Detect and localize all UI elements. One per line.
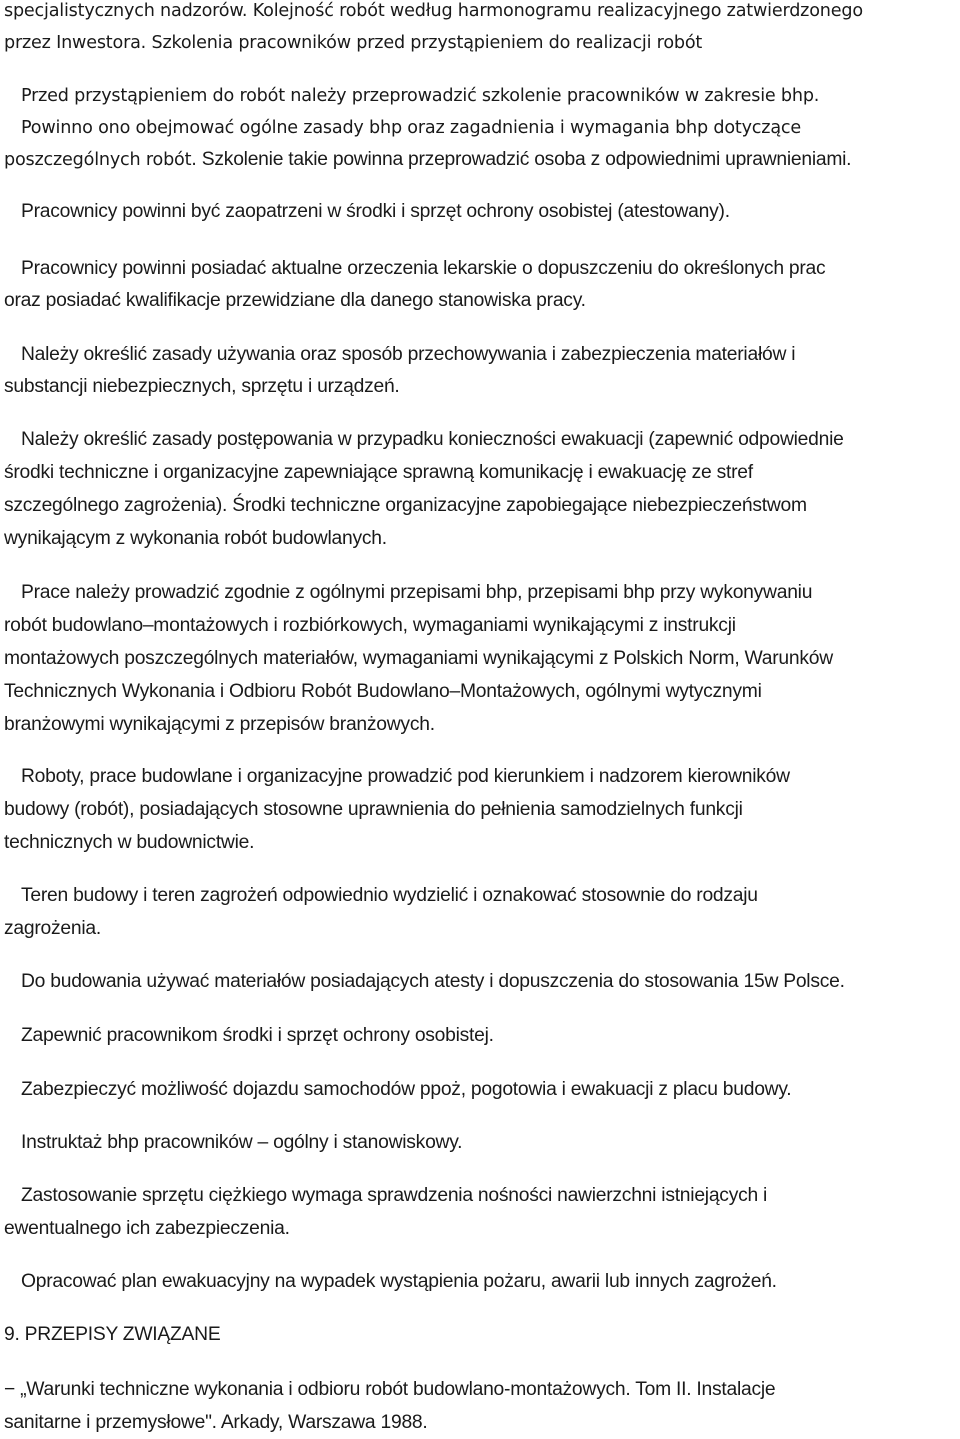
text-line: Należy określić zasady używania oraz sposób przechowywania i zabezpieczenia materiałów i — [21, 344, 796, 365]
paragraph — [4, 1127, 462, 1159]
text-line: wynikającym z wykonania robót budowlanych. — [4, 528, 387, 549]
text-block — [4, 0, 863, 59]
paragraph — [4, 966, 845, 998]
paragraph — [4, 1020, 494, 1052]
text-line: Przed przystąpieniem do robót należy przeprowadzić szkolenie pracowników w zakresie bhp. — [21, 86, 820, 106]
text-line: montażowych poszczególnych materiałów, wymaganiami wynikającymi z Polskich Norm, Warunków — [4, 648, 833, 669]
text-line: robót budowlano–montażowych i rozbiórkowych, wymaganiami wynikającymi z instrukcji — [4, 615, 736, 636]
text-line: Technicznych Wykonania i Odbioru Robót Budowlano–Montażowych, ogólnymi wytycznymi — [4, 681, 762, 702]
text-line: Pracownicy powinni być zaopatrzeni w środki i sprzęt ochrony osobistej (atestowany). — [21, 201, 730, 222]
paragraph — [4, 1074, 791, 1106]
text-line: Roboty, prace budowlane i organizacyjne prowadzić pod kierunkiem i nadzorem kierowników — [21, 766, 790, 787]
text-line: Należy określić zasady postępowania w przypadku konieczności ewakuacji (zapewnić odpowiednie — [21, 429, 844, 450]
text-line: poszczególnych robót. Szkolenie takie powinna przeprowadzić osoba z odpowiednimi uprawnieniami. — [4, 149, 852, 170]
paragraph — [4, 339, 795, 403]
text-line: Do budowania używać materiałów posiadających atesty i dopuszczenia do stosowania 15w Polsce. — [21, 971, 845, 992]
text-line: Instruktaż bhp pracowników – ogólny i stanowiskowy. — [21, 1132, 463, 1153]
text-line: Opracować plan ewakuacyjny na wypadek wystąpienia pożaru, awarii lub innych zagrożeń. — [21, 1271, 777, 1292]
text-line: Prace należy prowadzić zgodnie z ogólnymi przepisami bhp, przepisami bhp przy wykonywaniu — [21, 582, 813, 603]
text-line: Pracownicy powinni posiadać aktualne orzeczenia lekarskie o dopuszczeniu do określonych prac — [21, 258, 826, 279]
text-line: szczególnego zagrożenia). Środki techniczne organizacyjne zapobiegające niebezpieczeństwom — [4, 495, 807, 516]
text-line: przez Inwestora. Szkolenia pracowników przed przystąpieniem do realizacji robót — [4, 33, 703, 53]
paragraph — [4, 1180, 767, 1245]
paragraph — [4, 80, 851, 176]
text-line: specjalistycznych nadzorów. Kolejność robót według harmonogramu realizacyjnego zatwierdzonego — [4, 1, 863, 21]
text-line: zagrożenia. — [4, 918, 101, 939]
paragraph — [4, 424, 844, 555]
text-line: budowy (robót), posiadających stosowne uprawnienia do pełnienia samodzielnych funkcji — [4, 799, 743, 820]
paragraph — [4, 1266, 777, 1298]
text-line: ewentualnego ich zabezpieczenia. — [4, 1218, 290, 1239]
text-line: Zapewnić pracownikom środki i sprzęt ochrony osobistej. — [21, 1025, 494, 1046]
paragraph — [4, 253, 825, 317]
text-line: technicznych w budownictwie. — [4, 832, 255, 853]
text-line: substancji niebezpiecznych, sprzętu i urządzeń. — [4, 376, 400, 397]
text-line: branżowymi wynikającymi z przepisów branżowych. — [4, 714, 435, 735]
text-line: Teren budowy i teren zagrożeń odpowiednio wydzielić i oznakować stosownie do rodzaju — [21, 885, 758, 906]
reference-item — [4, 1374, 775, 1439]
paragraph — [4, 761, 790, 859]
section-heading-text: 9. PRZEPISY ZWIĄZANE — [4, 1324, 221, 1345]
text-line: sanitarne i przemysłowe". Arkady, Warszawa 1988. — [4, 1412, 428, 1433]
text-line: oraz posiadać kwalifikacje przewidziane dla danego stanowiska pracy. — [4, 290, 586, 311]
text-line: Powinno ono obejmować ogólne zasady bhp oraz zagadnienia i wymagania bhp dotyczące — [21, 118, 801, 138]
text-line: Zastosowanie sprzętu ciężkiego wymaga sprawdzenia nośności nawierzchni istniejących i — [21, 1185, 768, 1206]
text-line: środki techniczne i organizacyjne zapewniające sprawną komunikację i ewakuację ze stref — [4, 462, 753, 483]
text-line: − „Warunki techniczne wykonania i odbioru robót budowlano-montażowych. Tom II. Instalacje — [4, 1379, 776, 1400]
paragraph — [4, 577, 833, 741]
section-heading — [4, 1319, 220, 1351]
text-line: Zabezpieczyć możliwość dojazdu samochodów ppoż, pogotowia i ewakuacji z placu budowy. — [21, 1079, 792, 1100]
paragraph — [4, 196, 730, 228]
paragraph — [4, 880, 758, 945]
